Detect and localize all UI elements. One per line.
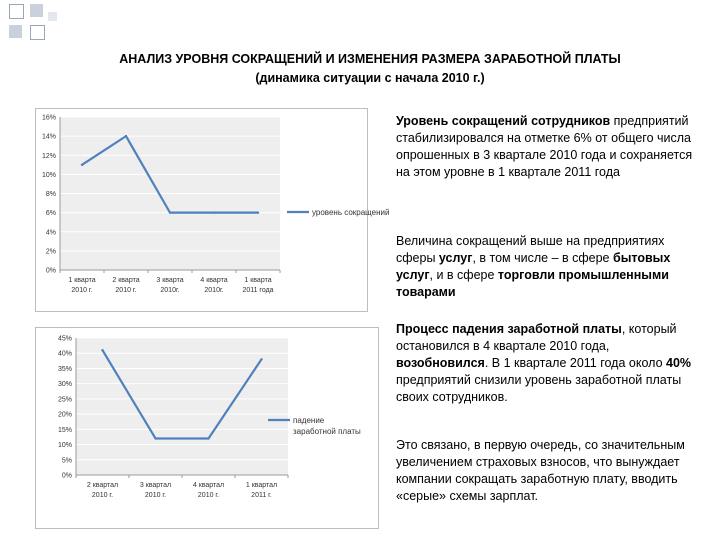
data-point <box>169 211 171 213</box>
x-tick-label: 3 квартал <box>139 482 172 489</box>
x-tick-label: 4 кварта <box>200 277 228 284</box>
x-tick-label: 1 квартал <box>245 482 278 489</box>
data-point <box>81 164 83 166</box>
data-point <box>125 135 127 137</box>
paragraph-reason: Это связано, в первую очередь, со значительным увеличением страховых взносов, что вынуждает компании сокращать заработную плату, вводить «серые» схемы зарплат. <box>396 438 685 503</box>
x-tick-label: 2 квартал <box>86 482 119 489</box>
y-tick-label: 10% <box>57 442 72 450</box>
y-tick-label: 0% <box>61 472 72 480</box>
y-tick-label: 45% <box>57 335 72 343</box>
salary-heading: Процесс падения заработной платы <box>396 322 622 336</box>
y-tick-label: 2% <box>45 248 56 256</box>
salary-drop-chart-svg <box>36 328 378 528</box>
x-tick-label: 2010 г. <box>115 287 137 294</box>
salary-text-f: предприятий снизили уровень заработной платы своих сотрудников. <box>396 373 682 404</box>
sectors-services: услуг <box>438 251 473 265</box>
layoffs-chart-svg <box>36 109 390 311</box>
sectors-text-c: , в том числе – в сфере <box>472 251 613 265</box>
y-tick-label: 8% <box>45 191 56 198</box>
y-tick-label: 4% <box>45 229 56 237</box>
x-tick-label: 2010 г. <box>144 492 167 499</box>
legend-label: заработной платы <box>293 427 361 436</box>
corner-decoration <box>0 0 70 50</box>
data-point <box>154 437 156 439</box>
title-line-1: АНАЛИЗ УРОВНЯ СОКРАЩЕНИЙ И ИЗМЕНЕНИЯ РАЗМЕРА ЗАРАБОТНОЙ ПЛАТЫ <box>119 52 621 66</box>
data-point <box>257 211 259 213</box>
sectors-trade: торговли промышленными товарами <box>396 268 669 299</box>
x-tick-label: 2010 г. <box>91 492 114 499</box>
layoffs-heading: Уровень сокращений сотрудников <box>396 114 611 128</box>
legend-label: уровень сокращений <box>312 208 390 217</box>
x-tick-label: 4 квартал <box>192 482 225 489</box>
y-tick-label: 10% <box>41 171 56 179</box>
data-point <box>260 358 262 360</box>
layoffs-text: предприятий стабилизировался на отметке 6% от общего числа опрошенных в 3 квартале 2010 года и сохраняется на этом уровне в 1 квартале 2011 года <box>396 114 693 179</box>
y-tick-label: 14% <box>41 133 56 141</box>
data-point <box>207 437 209 439</box>
y-tick-label: 15% <box>57 426 72 434</box>
salary-drop-chart <box>35 327 379 529</box>
y-tick-label: 20% <box>57 411 72 419</box>
salary-resumed: возобновился <box>396 356 485 370</box>
y-tick-label: 16% <box>41 114 56 122</box>
y-tick-label: 12% <box>41 152 56 160</box>
y-tick-label: 25% <box>57 396 72 404</box>
y-tick-label: 5% <box>61 457 72 465</box>
layoffs-chart <box>35 108 390 312</box>
x-tick-label: 2011 года <box>242 287 274 294</box>
data-point <box>213 211 215 213</box>
salary-percent: 40% <box>666 356 692 370</box>
y-tick-label: 40% <box>57 350 72 358</box>
x-tick-label: 2010г. <box>160 287 180 294</box>
y-tick-label: 35% <box>57 365 72 373</box>
x-tick-label: 1 кварта <box>68 277 96 284</box>
x-tick-label: 1 кварта <box>244 277 272 284</box>
x-tick-label: 2 кварта <box>112 277 140 284</box>
paragraph-layoffs <box>396 113 696 181</box>
sectors-text-a: Величина сокращений выше на предприятиях сферы <box>396 234 665 265</box>
x-tick-label: 2010г. <box>204 287 224 294</box>
paragraph-salary <box>396 321 696 406</box>
x-tick-label: 3 кварта <box>156 277 184 284</box>
y-tick-label: 0% <box>45 267 56 275</box>
paragraph-sectors <box>396 233 696 301</box>
x-tick-label: 2010 г. <box>71 287 93 294</box>
legend-label: падение <box>293 416 325 425</box>
x-tick-label: 2011 г. <box>251 492 272 499</box>
sectors-household-services: бытовых услуг <box>396 251 671 282</box>
sectors-text-e: , и в сфере <box>429 268 498 282</box>
page-title <box>60 50 680 88</box>
y-tick-label: 6% <box>45 210 56 218</box>
title-line-2: (динамика ситуации с начала 2010 г.) <box>255 71 485 85</box>
salary-text-b: , который остановился в 4 квартале 2010 года, <box>396 322 677 353</box>
salary-text-d: . В 1 квартале 2011 года около <box>484 356 666 370</box>
y-tick-label: 30% <box>57 381 72 389</box>
data-point <box>101 349 103 351</box>
x-tick-label: 2010 г. <box>197 492 220 499</box>
